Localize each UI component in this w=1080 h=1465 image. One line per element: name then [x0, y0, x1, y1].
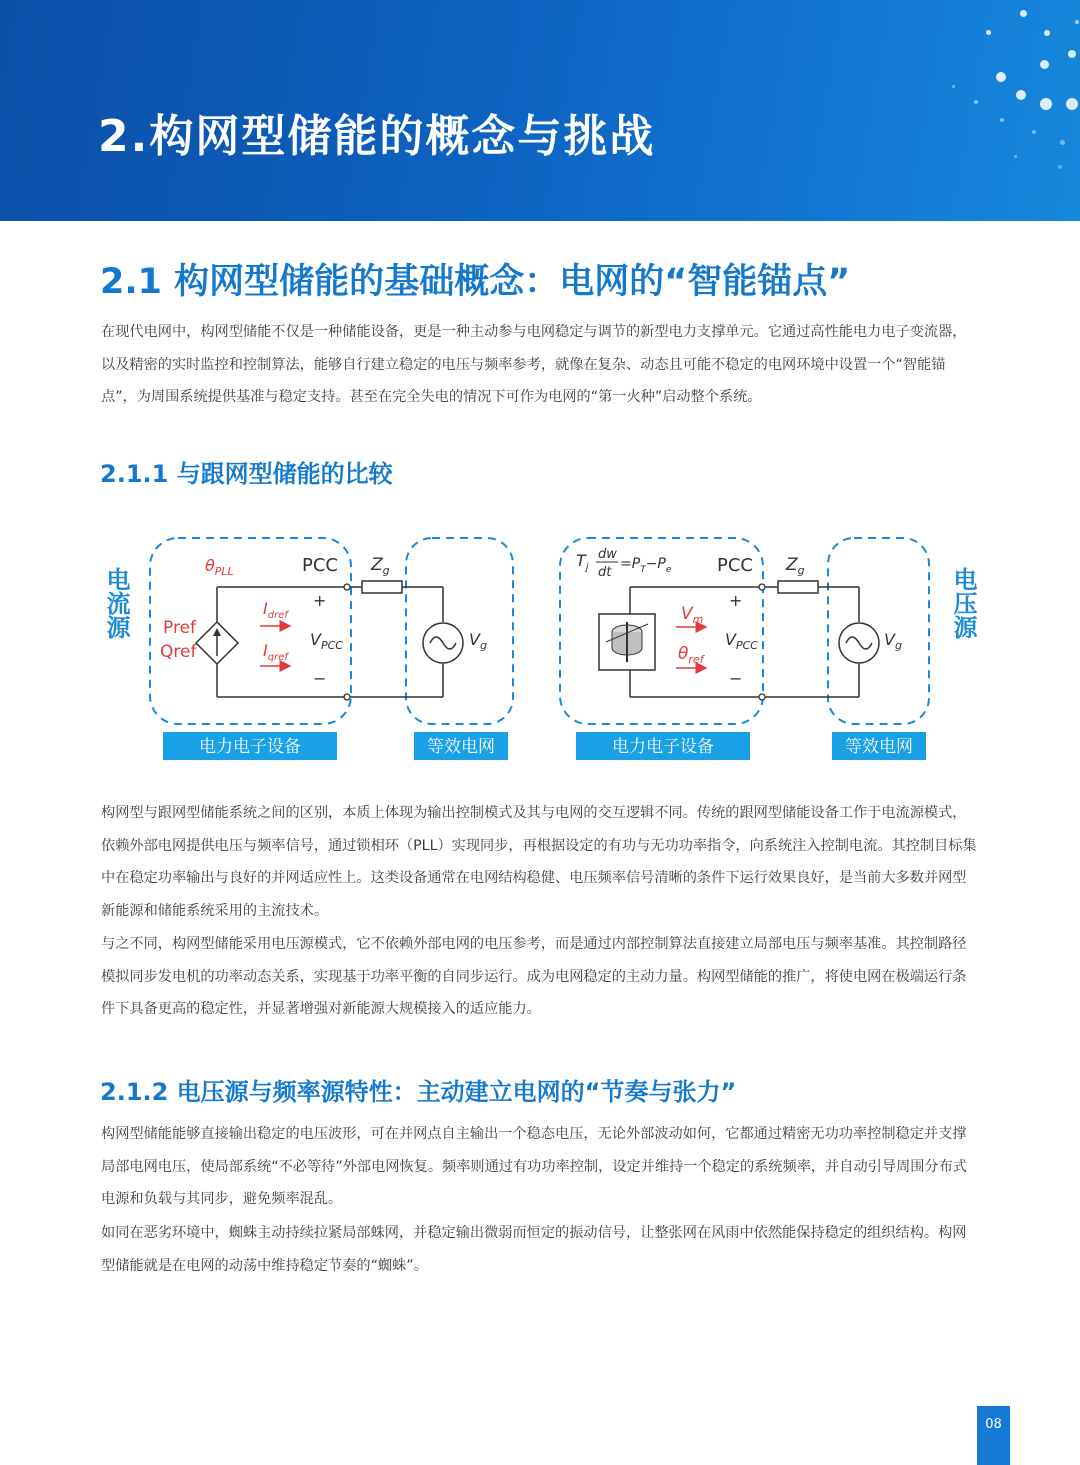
characteristics-paragraph-1: 构网型储能能够直接输出稳定的电压波形，可在并网点自主输出一个稳态电压，无论外部波动如何，它都通过精密无功功率控制稳定并支撑局部电网电压，使局部系统“不必等待”外部电网恢复。频率则通过有功功率控制，设定并维持一个稳定的系统频率，并自动引导周围分布式电源和负载与其同步，避免频率混乱。 [101, 1126, 967, 1208]
device-label-bar-right [576, 732, 750, 760]
theta-ref-label: $\theta_{ref}$ [678, 644, 704, 666]
ac-source-icon-right [839, 623, 879, 663]
decor-dot [1075, 20, 1079, 24]
chapter-title: 2.构网型储能的概念与挑战 [98, 111, 656, 162]
plus-label-right: + [729, 591, 743, 610]
zg-label-left: $Z_g$ [371, 555, 390, 577]
section-intro: 在现代电网中，构网型储能不仅是一种储能设备，更是一种主动参与电网稳定与调节的新型电力支撑单元。它通过高性能电力电子变流器，以及精密的实时监控和控制算法，能够自行建立稳定的电压与频率参考，就像在复杂、动态且可能不稳定的电网环境中设置一个“智能锚点”，为周围系统提供基准与稳定支持。甚至在完全失电的情况下可作为电网的“第一火种”启动整个系统。 [101, 324, 967, 406]
svg-text:等效电网: 等效电网 [845, 737, 913, 757]
svg-text:Tj: $T_j$ [576, 551, 589, 573]
vg-label-left: $V_g$ [469, 630, 487, 652]
idref-label: $I_{dref}$ [263, 599, 288, 621]
subsection-title-characteristics: 2.1.2 电压源与频率源特性：主动建立电网的“节奏与张力” [100, 1078, 737, 1106]
decor-dot [1000, 118, 1004, 122]
pref-label: Pref [163, 618, 197, 638]
decor-dot [996, 72, 1006, 82]
iqref-label: $I_{qref}$ [263, 641, 288, 663]
characteristics-paragraph-2: 如同在恶劣环境中，蜘蛛主动持续拉紧局部蛛网，并稳定输出微弱而恒定的振动信号，让整张网在风雨中依然能保持稳定的组织结构。构网型储能就是在电网的动荡中维持稳定节奏的“蜘蛛”。 [101, 1225, 967, 1274]
swing-equation [576, 547, 672, 580]
svg-text:电力电子设备: 电力电子设备 [612, 737, 714, 757]
vpcc-label-right: $V_{PCC}$ [725, 630, 758, 652]
pcc-label-left: PCC [302, 555, 338, 576]
decor-dot [1066, 98, 1078, 110]
ac-source-icon-left [423, 623, 463, 663]
svg-text:电力电子设备: 电力电子设备 [199, 737, 301, 757]
decor-dot [1020, 10, 1027, 17]
voltage-source-label: 电压源 [949, 567, 977, 639]
decor-dot [986, 30, 991, 35]
vpcc-label-left: $V_{PCC}$ [310, 630, 343, 652]
section-title: 2.1 构网型储能的基础概念：电网的“智能锚点” [100, 262, 851, 302]
current-source-label: 电流源 [102, 567, 130, 639]
device-label-bar-left [163, 732, 337, 760]
decor-dot [1060, 140, 1065, 145]
header-banner [0, 0, 1080, 221]
decor-dot [1040, 60, 1049, 69]
decor-dot [1058, 165, 1062, 169]
grid-label-bar-left [414, 732, 508, 760]
svg-text:dt: dt [598, 565, 612, 580]
current-source-icon [196, 622, 238, 664]
decor-dot [974, 100, 978, 104]
minus-label-right: − [729, 669, 743, 688]
minus-label-left: − [313, 669, 327, 688]
comparison-paragraph-2: 与之不同，构网型储能采用电压源模式，它不依赖外部电网的电压参考，而是通过内部控制算法直接建立局部电压与频率基准。其控制路径模拟同步发电机的功率动态关系，实现基于功率平衡的自同步运行。成为电网稳定的主动力量。构网型储能的推广，将使电网在极端运行条件下具备更高的稳定性，并显著增强对新能源大规模接入的适应能力。 [101, 936, 967, 1018]
decor-dot [1032, 130, 1036, 134]
decor-dot [1044, 30, 1050, 36]
svg-text:dw: dw [598, 547, 617, 562]
subsection-title-comparison: 2.1.1 与跟网型储能的比较 [100, 460, 393, 488]
qref-label: Qref [160, 642, 197, 662]
svg-text:=PT−Pe: $=P_T-P_e$ [620, 556, 672, 575]
decor-dot [1016, 90, 1026, 100]
comparison-diagram [0, 520, 1080, 770]
plus-label-left: + [313, 591, 327, 610]
synchronous-generator-icon [599, 614, 655, 670]
page-number: 08 [977, 1406, 1010, 1465]
pcc-label-right: PCC [717, 555, 753, 576]
comparison-paragraph-1: 构网型与跟网型储能系统之间的区别，本质上体现为输出控制模式及其与电网的交互逻辑不同。传统的跟网型储能设备工作于电流源模式，依赖外部电网提供电压与频率信号，通过锁相环（PLL）实现同步，再根据设定的有功与无功功率指令，向系统注入控制电流。其控制目标集中在稳定功率输出与良好的并网适应性上。这类设备通常在电网结构稳健、电压频率信号清晰的条件下运行效果良好，是当前大多数并网型新能源和储能系统采用的主流技术。 [101, 805, 977, 920]
decor-dot [1014, 155, 1017, 158]
decor-dot [952, 85, 955, 88]
grid-label-bar-right [832, 732, 926, 760]
decor-dot [1068, 50, 1076, 58]
zg-label-right: $Z_g$ [786, 555, 805, 577]
vg-label-right: $V_g$ [884, 630, 902, 652]
decor-dot [1040, 98, 1052, 110]
theta-pll-label: $\theta_{PLL}$ [205, 556, 234, 578]
svg-text:等效电网: 等效电网 [427, 737, 495, 757]
vm-label: $V_m$ [681, 604, 704, 626]
